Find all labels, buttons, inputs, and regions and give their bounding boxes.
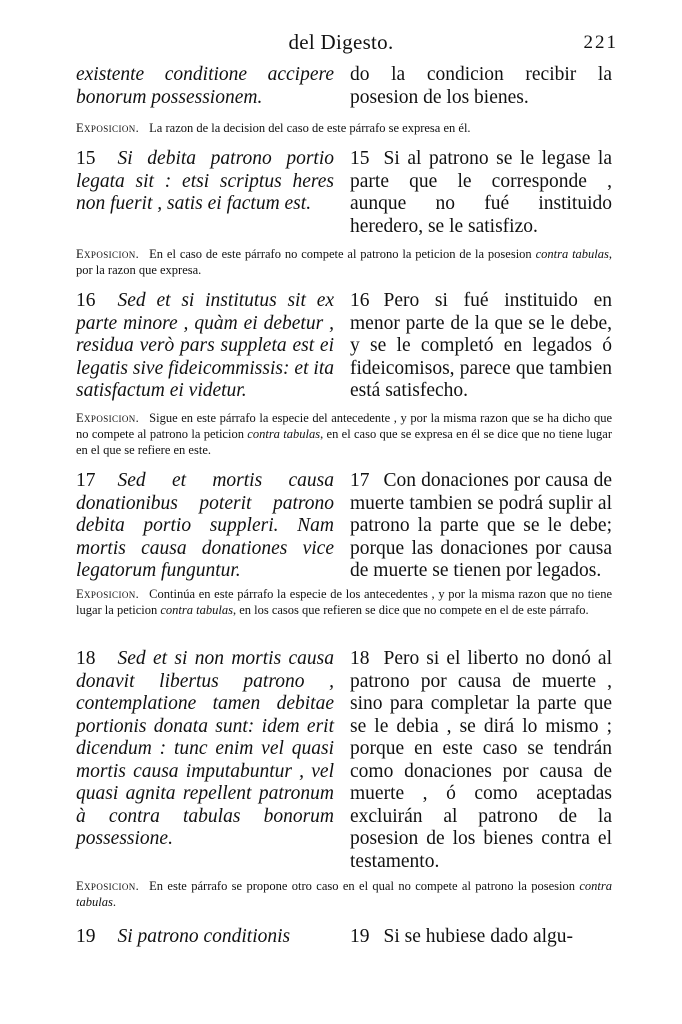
spanish-text: Pero si el liberto no donó al patrono por causa de muerte , sino para completar la parte que se le debia , se dirá lo mismo ; porque en este caso se tendrán como donaciones por causa de muerte , ó como aceptadas excluirán al patrono de la posesion de los bienes contra el testamento.: [350, 648, 612, 872]
spanish-text: Con donaciones por causa de muerte tambien se podrá suplir al patrono la parte que se le debe; porque las donaciones por causa de muerte se tienen por legados.: [350, 470, 612, 581]
exposicion-note: [76, 246, 612, 278]
paragraph-number: 19: [350, 926, 370, 947]
exposicion-label: Exposicion.: [76, 121, 140, 135]
latin-text: Sed et si institutus sit ex parte minore , quàm ei debetur , residua verò pars suppleta est ei legatis sive fideicommissis: et ita satisfactum ei videtur.: [76, 290, 334, 401]
latin-paragraph: [76, 290, 334, 403]
paragraph-number: 17: [350, 470, 370, 491]
exposicion-text: Continúa en este párrafo la especie de los antecedentes , y por la misma razon que no tiene lugar la peticion: [76, 587, 612, 617]
paragraph-number: 15: [76, 148, 96, 169]
page-header-title: del Digesto.: [288, 30, 394, 54]
spanish-text: Si al patrono se le legase la parte que le corresponde , aunque no fué instituido heredero, se le satisfizo.: [350, 148, 612, 237]
exposicion-text: , por la razon que expresa.: [76, 247, 613, 277]
paragraph-number: 16: [76, 290, 96, 311]
paragraph-row: [76, 148, 612, 238]
latin-text: Si patrono conditionis: [117, 926, 291, 947]
paragraph-number: 18: [350, 648, 370, 669]
exposicion-note: [76, 878, 612, 910]
spanish-paragraph: [350, 926, 612, 949]
latin-paragraph: [76, 648, 334, 873]
latin-paragraph: [76, 148, 334, 238]
latin-text: Sed et mortis causa donationibus poterit patrono debita portio suppleri. Nam mortis causa donationes vice legatorum funguntur.: [76, 470, 334, 581]
latin-text: Si debita patrono portio legata sit : etsi scriptus heres non fuerit , satis ei factum est.: [76, 148, 334, 214]
exposicion-text: .: [112, 895, 116, 909]
paragraph-number: 19: [76, 926, 96, 947]
paragraph-number: 15: [350, 148, 370, 169]
continuation-row: [76, 64, 612, 109]
spanish-paragraph: [350, 148, 612, 238]
paragraph-row: [76, 290, 612, 403]
spanish-paragraph: [350, 470, 612, 583]
paragraph-row: [76, 926, 612, 949]
paragraph-number: 17: [76, 470, 96, 491]
latin-paragraph: [76, 470, 334, 583]
paragraph-number: 16: [350, 290, 370, 311]
latin-paragraph: [76, 926, 334, 949]
exposicion-note: [76, 120, 612, 136]
exposicion-text: En el caso de este párrafo no compete al patrono la peticion de la posesion: [149, 247, 532, 261]
paragraph-number: 18: [76, 648, 96, 669]
spanish-continuation: do la condicion recibir la posesion de los bienes.: [350, 64, 612, 108]
exposicion-label: Exposicion.: [76, 411, 140, 425]
exposicion-label: Exposicion.: [76, 587, 140, 601]
exposicion-label: Exposicion.: [76, 879, 140, 893]
spanish-paragraph: [350, 290, 612, 403]
exposicion-text: En este párrafo se propone otro caso en el qual no compete al patrono la posesion: [149, 879, 575, 893]
exposicion-label: Exposicion.: [76, 247, 140, 261]
exposicion-text: , en los casos que refieren se dice que no compete en el de este párrafo.: [232, 603, 589, 617]
exposicion-italic: contra tabulas: [160, 603, 233, 617]
exposicion-italic: contra tabulas: [76, 879, 613, 909]
exposicion-note: [76, 586, 612, 618]
spanish-text: Pero si fué instituido en menor parte de la que se le debe, y se le completó en legados ó fideicomisos, parece que tambien está satisfecho.: [350, 290, 612, 401]
paragraph-row: [76, 648, 612, 873]
exposicion-text: Sigue en este párrafo la especie del antecedente , y por la misma razon que se ha dicho que no compete al patrono la peticion: [76, 411, 612, 441]
exposicion-text: , en el caso que se expresa en él se dice que no tiene lugar en el que se refiere en este.: [76, 427, 612, 457]
latin-text: Sed et si non mortis causa donavit libertus patrono , contemplatione tamen debitae portionis donata sunt: idem erit dicendum : tunc enim vel quasi mortis causa imputabuntur , vel quasi agnita repellent patronum à contra tabulas bonorum possessione.: [76, 648, 334, 849]
exposicion-italic: contra tabulas: [535, 247, 609, 261]
paragraph-row: [76, 470, 612, 583]
exposicion-text: La razon de la decision del caso de este párrafo se expresa en él.: [149, 121, 471, 135]
latin-continuation: existente conditione accipere bonorum possessionem.: [76, 64, 334, 108]
spanish-text: Si se hubiese dado algu-: [383, 926, 574, 947]
exposicion-italic: contra tabulas: [247, 427, 321, 441]
page-number: 221: [583, 32, 618, 53]
exposicion-note: [76, 410, 612, 458]
spanish-paragraph: [350, 648, 612, 873]
